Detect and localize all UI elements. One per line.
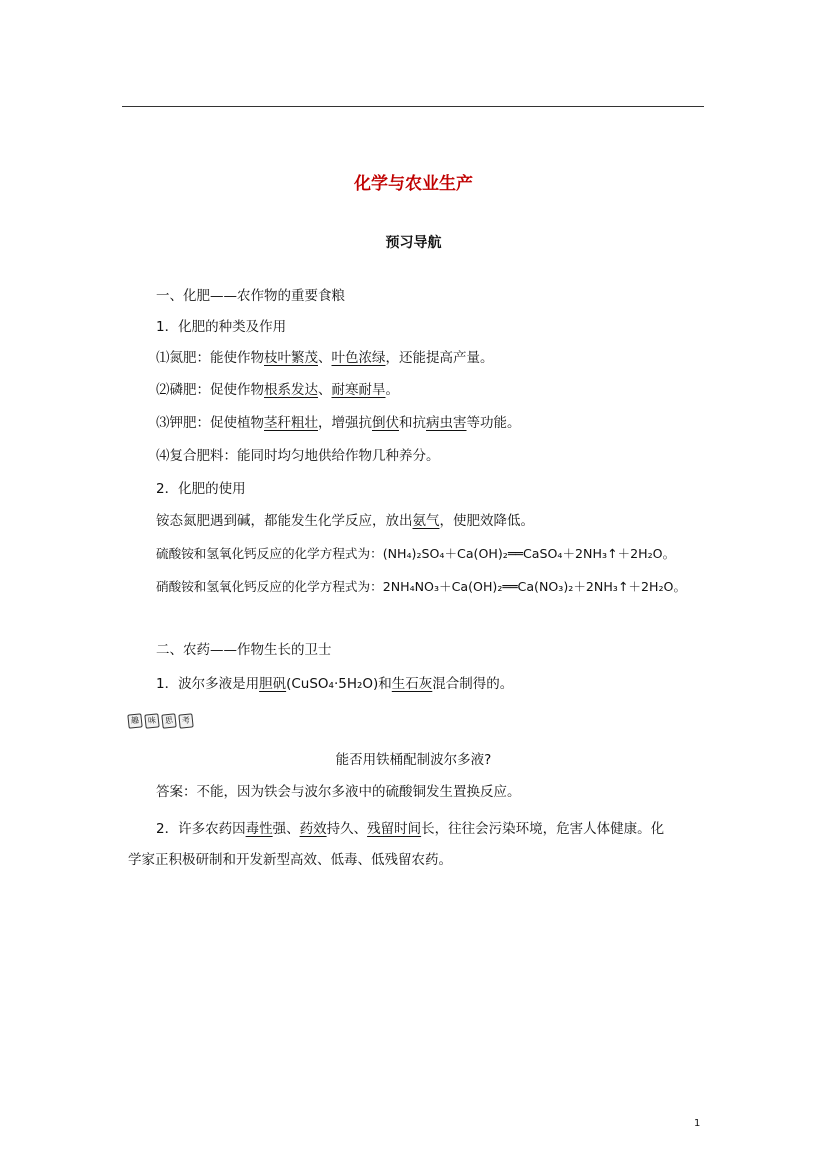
compound-fertilizer-line: ⑷复合肥料：能同时均匀地供给作物几种养分。 xyxy=(156,448,440,464)
page-title: 化学与农业生产 xyxy=(354,174,473,194)
answer-blank: 枝叶繁茂 xyxy=(264,350,318,366)
answer-blank: 氨气 xyxy=(412,513,440,529)
phosphorus-line xyxy=(156,380,399,400)
answer: 答案：不能，因为铁会与波尔多液中的硫酸铜发生置换反应。 xyxy=(156,784,521,800)
answer-blank: 残留时间 xyxy=(367,821,422,837)
text: ⑴氮肥：能使作物 xyxy=(156,350,264,366)
text: ⑵磷肥：促使作物 xyxy=(156,382,264,398)
answer-blank: 生石灰 xyxy=(391,676,433,692)
question: 能否用铁桶配制波尔多液? xyxy=(335,752,492,768)
answer-blank: 耐寒耐旱 xyxy=(331,382,386,398)
text: 、 xyxy=(318,382,332,398)
answer-blank: 茎秆粗壮 xyxy=(264,415,318,431)
bordeaux-line xyxy=(156,674,513,694)
text: 铵态氮肥遇到碱，都能发生化学反应，放出 xyxy=(156,513,413,529)
header-rule xyxy=(122,106,704,107)
badge-char: 思 xyxy=(161,713,176,728)
text: 1．波尔多液是用 xyxy=(156,676,260,692)
equation-1: 硫酸铵和氢氧化钙反应的化学方程式为：(NH₄)₂SO₄＋Ca(OH)₂══CaSO₄＋2NH₃↑＋2H₂O。 xyxy=(156,546,676,561)
answer-blank: 胆矾 xyxy=(259,676,287,692)
badge-char: 味 xyxy=(144,713,159,728)
ammonium-line xyxy=(156,511,534,531)
answer-blank: 根系发达 xyxy=(264,382,318,398)
text: 强、 xyxy=(272,821,300,837)
badge-char: 考 xyxy=(178,713,193,728)
text: ，增强抗 xyxy=(318,415,372,431)
page-number: 1 xyxy=(694,1118,701,1129)
badge-char: 趣 xyxy=(127,713,142,728)
pesticide-line xyxy=(156,817,664,837)
answer-blank: 药效 xyxy=(299,821,327,837)
fun-thinking-badge xyxy=(128,714,193,728)
answer-blank: 倒伏 xyxy=(372,415,399,431)
text: 持久、 xyxy=(326,821,368,837)
text: 长，往往会污染环境，危害人体健康。化 xyxy=(421,821,665,837)
nitrogen-line xyxy=(156,348,494,368)
answer-blank: 毒性 xyxy=(245,821,273,837)
text: ，使肥效降低。 xyxy=(439,513,534,529)
text: 等功能。 xyxy=(466,415,521,431)
item2-heading: 2．化肥的使用 xyxy=(156,481,246,497)
text: ，还能提高产量。 xyxy=(385,350,494,366)
text: 。 xyxy=(385,382,399,398)
equation-2: 硝酸铵和氢氧化钙反应的化学方程式为：2NH₄NO₃＋Ca(OH)₂══Ca(NO₃)₂＋2NH₃↑＋2H₂O。 xyxy=(156,579,687,594)
text: 2．许多农药因 xyxy=(156,821,246,837)
section1-heading: 一、化肥——农作物的重要食粮 xyxy=(156,288,345,304)
item1-heading: 1．化肥的种类及作用 xyxy=(156,319,287,335)
section2-heading: 二、农药——作物生长的卫士 xyxy=(156,642,332,658)
text: 、 xyxy=(318,350,332,366)
text: (CuSO₄·5H₂O)和 xyxy=(286,676,392,692)
answer-blank: 病虫害 xyxy=(426,415,467,431)
potassium-line xyxy=(156,413,521,433)
pesticide-line-continued: 学家正积极研制和开发新型高效、低毒、低残留农药。 xyxy=(128,852,452,868)
text: ⑶钾肥：促使植物 xyxy=(156,415,264,431)
section-subtitle: 预习导航 xyxy=(385,235,442,251)
text: 和抗 xyxy=(399,415,426,431)
text: 混合制得的。 xyxy=(432,676,514,692)
answer-blank: 叶色浓绿 xyxy=(331,350,386,366)
